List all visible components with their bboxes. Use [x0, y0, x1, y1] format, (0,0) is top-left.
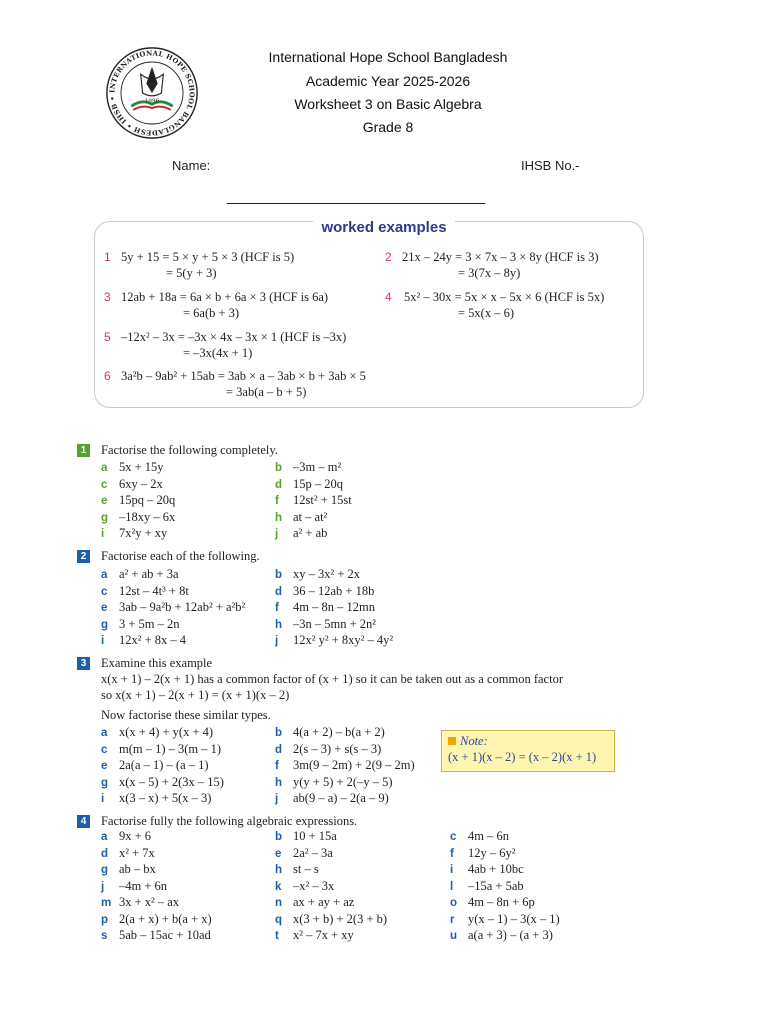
item-expression: 12st – 4t³ + 8t [119, 583, 189, 598]
ex2-item [275, 583, 374, 600]
ex4-item [450, 861, 524, 878]
item-expression: 2(a + x) + b(a + x) [119, 911, 212, 926]
item-expression: 12st² + 15st [293, 493, 352, 507]
name-label: Name: [172, 158, 211, 173]
ex4-item [101, 845, 155, 862]
item-expression: x(3 + b) + 2(3 + b) [293, 911, 388, 926]
item-expression: 12y – 6y² [468, 845, 516, 860]
worked-example-line: 12ab + 18a = 6a × b + 6a × 3 (HCF is 6a) [121, 290, 329, 304]
item-expression: –18xy – 6x [119, 509, 176, 524]
worksheet-title: Worksheet 3 on Basic Algebra [294, 96, 482, 112]
ex2-item [101, 632, 186, 649]
worked-examples-title: worked examples [313, 219, 454, 236]
school-logo [105, 46, 199, 140]
worked-example-number: 2 [385, 250, 392, 264]
worked-example-number: 3 [104, 290, 111, 304]
ex3-item [101, 774, 224, 791]
item-expression: st – s [293, 862, 319, 876]
ex3-item [101, 757, 209, 774]
ex4-item [101, 894, 179, 911]
item-letter: h [275, 618, 283, 631]
item-expression: 12x² y² + 8xy² – 4y² [293, 633, 394, 647]
ex2-item [101, 616, 180, 633]
worked-example-result: = 5x(x – 6) [458, 306, 514, 320]
item-expression: y(y + 5) + 2(–y – 5) [293, 774, 393, 789]
exercise-3-example: so x(x + 1) – 2(x + 1) = (x + 1)(x – 2) [101, 688, 290, 702]
item-letter: g [101, 618, 109, 631]
item-letter: a [101, 569, 108, 581]
item-letter: r [450, 913, 455, 926]
item-letter: p [101, 913, 109, 926]
item-expression: 6xy – 2x [119, 476, 163, 491]
item-expression: 7x²y + xy [119, 526, 168, 540]
worked-example-result: = 3(7x – 8y) [458, 266, 521, 280]
ex4-item [275, 878, 334, 895]
item-letter: q [275, 913, 283, 926]
note-square-icon [448, 737, 456, 745]
item-letter: f [275, 760, 279, 772]
item-letter: e [275, 847, 282, 860]
item-expression: 2a² – 3a [293, 845, 333, 860]
worked-example-result: = 3ab(a – b + 5) [226, 385, 307, 399]
academic-year: Academic Year 2025-2026 [305, 73, 471, 89]
item-letter: j [275, 793, 279, 805]
item-letter: n [275, 897, 283, 909]
ex4-item [275, 911, 387, 928]
ex4-item [275, 927, 354, 944]
item-letter: g [101, 864, 109, 876]
ex4-item [275, 845, 333, 862]
ex4-item [450, 911, 560, 928]
item-letter: c [101, 585, 108, 598]
ex3-item [101, 741, 221, 758]
item-letter: i [450, 864, 454, 876]
item-expression: y(x – 1) – 3(x – 1) [468, 911, 560, 926]
exercise-3-badge: 3 [77, 657, 90, 670]
grade: Grade 8 [362, 119, 414, 135]
item-expression: 2a(a – 1) – (a – 1) [119, 758, 209, 772]
item-expression: x² – 7x + xy [293, 928, 354, 942]
ex4-item [275, 894, 354, 911]
ex1-item [101, 509, 175, 526]
item-letter: m [101, 897, 112, 909]
item-letter: o [450, 897, 458, 909]
item-letter: g [101, 776, 109, 789]
item-letter: f [450, 847, 454, 860]
ex2-item [275, 616, 376, 633]
item-letter: a [101, 831, 108, 843]
item-letter: c [101, 478, 108, 491]
note-box [441, 730, 615, 772]
ex2-item [275, 599, 375, 616]
ex4-item [450, 828, 509, 845]
item-letter: j [275, 528, 279, 540]
item-expression: 3 + 5m – 2n [119, 616, 180, 631]
item-expression: a² + ab [293, 526, 328, 540]
item-letter: f [275, 495, 279, 507]
ex3-item [101, 790, 211, 807]
item-expression: ab – bx [119, 862, 156, 876]
ex1-item [275, 459, 341, 476]
item-expression: 4m – 8n – 12mn [293, 600, 375, 614]
item-letter: d [101, 847, 109, 860]
item-letter: c [450, 831, 457, 843]
item-expression: –4m + 6n [119, 878, 168, 893]
ex2-item [101, 566, 179, 583]
exercise-3-prompt: Now factorise these similar types. [101, 708, 271, 722]
item-expression: 5ab – 15ac + 10ad [119, 928, 211, 942]
item-letter: g [101, 511, 109, 524]
item-expression: –x² – 3x [293, 878, 335, 893]
item-letter: b [275, 462, 283, 474]
item-expression: ax + ay + az [293, 895, 355, 909]
worked-example-line: 3a²b – 9ab² + 15ab = 3ab × a – 3ab × b + 3ab × 5 [121, 369, 366, 383]
item-expression: 3ab – 9a²b + 12ab² + a²b² [119, 600, 246, 614]
item-letter: a [101, 727, 108, 739]
item-expression: a(a + 3) – (a + 3) [468, 928, 553, 942]
item-letter: e [101, 602, 108, 614]
item-letter: a [101, 462, 108, 474]
ex4-item [450, 878, 524, 895]
worked-example-result: = 6a(b + 3) [183, 306, 240, 320]
item-letter: i [101, 635, 105, 647]
exercise-2-instruction: Factorise each of the following. [101, 549, 260, 563]
item-expression: 2(s – 3) + s(s – 3) [293, 741, 382, 756]
item-letter: e [101, 495, 108, 507]
item-expression: a² + ab + 3a [119, 567, 179, 581]
exercise-4-badge: 4 [77, 815, 90, 828]
item-expression: 4(a + 2) – b(a + 2) [293, 725, 385, 739]
item-expression: xy – 3x² + 2x [293, 567, 361, 581]
ex1-item [275, 525, 327, 542]
note-label: Note: [460, 734, 488, 748]
logo-year: 1996 [144, 98, 160, 105]
item-letter: c [101, 743, 108, 756]
item-letter: j [275, 635, 279, 647]
item-letter: l [450, 880, 454, 893]
item-expression: 4m – 6n [468, 829, 509, 843]
ex4-item [450, 927, 553, 944]
worked-example-line: 5x² – 30x = 5x × x – 5x × 6 (HCF is 5x) [404, 290, 605, 304]
worked-example-number: 6 [104, 369, 111, 383]
item-expression: 10 + 15a [293, 829, 337, 843]
ex3-item [275, 790, 389, 807]
item-letter: d [275, 743, 283, 756]
item-letter: k [275, 880, 282, 893]
note-text: (x + 1)(x – 2) = (x – 2)(x + 1) [448, 750, 597, 764]
ihsb-number-label: IHSB No.- [521, 158, 580, 173]
ex1-item [275, 492, 352, 509]
exercise-3-instruction: Examine this example [101, 656, 213, 670]
school-name: International Hope School Bangladesh [268, 49, 508, 65]
exercise-1-badge: 1 [77, 444, 90, 457]
item-letter: h [275, 864, 283, 876]
item-letter: f [275, 602, 279, 614]
worked-example-line: –12x² – 3x = –3x × 4x – 3x × 1 (HCF is –3x) [121, 330, 347, 344]
item-expression: 36 – 12ab + 18b [293, 583, 375, 598]
ex2-item [275, 566, 360, 583]
ex2-item [101, 599, 245, 616]
item-expression: x(x + 4) + y(x + 4) [119, 725, 214, 739]
worked-example-number: 5 [104, 330, 111, 344]
item-letter: i [101, 528, 105, 540]
logo-text: INTERNATIONAL HOPE SCHOOL BANGLADESH • IHSB • [108, 49, 196, 137]
ex4-item [450, 845, 516, 862]
ex4-item [275, 861, 319, 878]
item-letter: e [101, 760, 108, 772]
worked-example-line: 5y + 15 = 5 × y + 5 × 3 (HCF is 5) [121, 250, 295, 264]
exercise-4-instruction: Factorise fully the following algebraic expressions. [101, 814, 358, 828]
exercise-2-badge: 2 [77, 550, 90, 563]
item-letter: s [101, 930, 108, 942]
exercise-3-explanation: x(x + 1) – 2(x + 1) has a common factor of (x + 1) so it can be taken out as a common factor [101, 672, 563, 686]
exercise-1-instruction: Factorise the following completely. [101, 443, 278, 457]
worked-example-line: 21x – 24y = 3 × 7x – 3 × 8y (HCF is 3) [402, 250, 599, 264]
item-expression: 12x² + 8x – 4 [119, 633, 187, 647]
item-expression: 4ab + 10bc [468, 862, 524, 876]
item-expression: m(m – 1) – 3(m – 1) [119, 741, 222, 756]
ex1-item [275, 509, 327, 526]
item-letter: u [450, 930, 458, 942]
ex4-item [101, 911, 212, 928]
item-expression: –15a + 5ab [468, 878, 524, 893]
ex3-item [101, 724, 213, 741]
item-expression: 3m(9 – 2m) + 2(9 – 2m) [293, 758, 415, 772]
ex2-item [101, 583, 189, 600]
item-expression: 4m – 8n + 6p [468, 895, 535, 909]
item-expression: 15pq – 20q [119, 493, 176, 507]
name-write-line[interactable] [227, 203, 485, 204]
worked-example-result: = –3x(4x + 1) [183, 346, 253, 360]
ex3-item [275, 757, 415, 774]
item-letter: b [275, 727, 283, 739]
ex1-item [101, 525, 167, 542]
item-letter: h [275, 776, 283, 789]
ex1-item [101, 492, 175, 509]
ex3-item [275, 724, 385, 741]
worked-example-number: 1 [104, 250, 111, 264]
item-expression: x(x – 5) + 2(3x – 15) [119, 774, 224, 789]
item-expression: at – at² [293, 509, 328, 524]
worked-example-number: 4 [385, 290, 392, 304]
ex4-item [450, 894, 535, 911]
item-letter: d [275, 585, 283, 598]
ex4-item [101, 927, 211, 944]
item-expression: 9x + 6 [119, 829, 152, 843]
item-expression: x(3 – x) + 5(x – 3) [119, 791, 212, 805]
item-letter: i [101, 793, 105, 805]
item-letter: j [101, 880, 105, 893]
item-letter: h [275, 511, 283, 524]
item-letter: d [275, 478, 283, 491]
item-expression: 15p – 20q [293, 476, 343, 491]
ex4-item [101, 861, 156, 878]
ex1-item [101, 476, 163, 493]
item-expression: –3m – m² [293, 460, 342, 474]
ex4-item [275, 828, 337, 845]
worked-example-result: = 5(y + 3) [166, 266, 217, 280]
item-expression: 5x + 15y [119, 460, 164, 474]
item-expression: 3x + x² – ax [119, 895, 180, 909]
ex3-item [275, 741, 381, 758]
item-letter: b [275, 569, 283, 581]
ex3-item [275, 774, 393, 791]
item-expression: –3n – 5mn + 2n² [293, 616, 377, 631]
ex1-item [101, 459, 164, 476]
ex4-item [101, 828, 151, 845]
ex2-item [275, 632, 393, 649]
item-letter: t [275, 930, 279, 942]
item-letter: b [275, 831, 283, 843]
item-expression: x² + 7x [119, 845, 155, 860]
ex4-item [101, 878, 167, 895]
item-expression: ab(9 – a) – 2(a – 9) [293, 791, 389, 805]
ex1-item [275, 476, 343, 493]
